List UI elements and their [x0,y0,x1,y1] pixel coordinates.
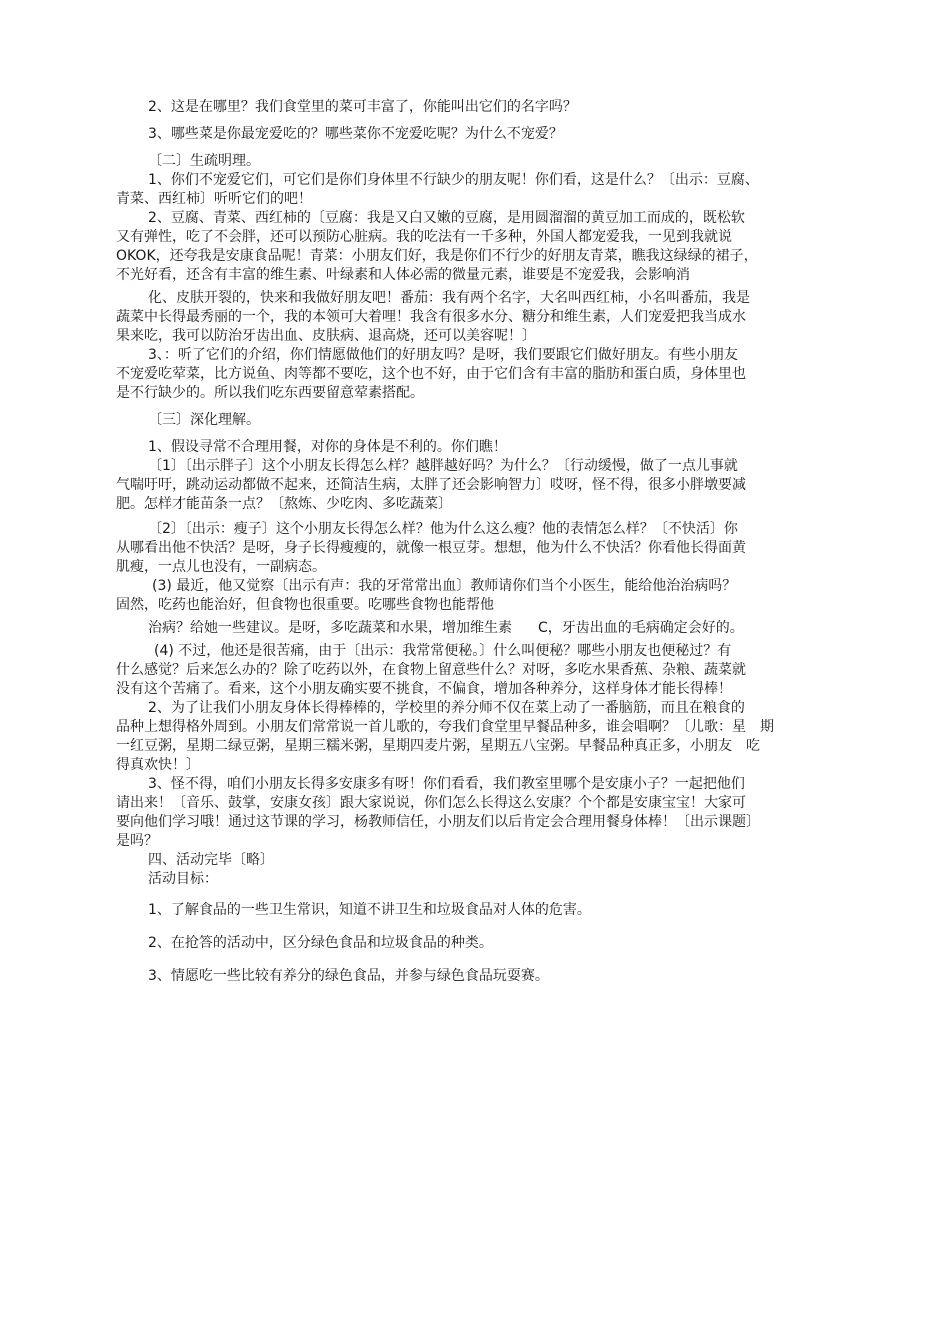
text-line: 3、：听了它们的介绍，你们情愿做他们的好朋友吗？是呀，我们要跟它们做好朋友。有些小朋友 [148,347,738,363]
text-line: 固然，吃药也能治好，但食物也很重要。吃哪些食物也能帮他 [116,597,494,613]
text-line: (4) 不过，他还是很苦痛，由于〔出示：我常常便秘。〕什么叫便秘？哪些小朋友也便秘过？有 [154,643,732,659]
text-line: 品种上想得格外周到。小朋友们常常说一首儿歌的，夸我们食堂里早餐品种多，谁会唱啊？〔儿歌：星 期 [116,719,774,735]
text-line: 3、情愿吃一些比较有养分的绿色食品，并参与绿色食品玩耍赛。 [148,968,549,984]
text-line: 不光好看，还含有丰富的维生素、叶绿素和人体必需的微量元素，谁要是不宠爱我，会影响消 [116,267,690,283]
text-line: 青菜、西红柿〕听听它们的吧！ [116,191,312,207]
text-line [116,619,832,638]
text-line: 又有弹性，吃了不会胖，还可以预防心脏病。我的吃法有一千多种，外国人都宠爱我，一见到我就说 [116,229,732,245]
text-line: 请出来！〔音乐、鼓掌，安康女孩〕跟大家说说，你们怎么长得这么安康？个个都是安康宝宝！大家可 [116,795,746,811]
text-line: 肥。怎样才能苗条一点？〔熬炼、少吃肉、多吃蔬菜〕 [116,496,452,512]
text-line: 化、皮肤开裂的，快来和我做好朋友吧！番茄：我有两个名字，大名叫西红柿，小名叫番茄，我是 [148,290,750,306]
text-line: 得真欢快！〕 [116,757,200,773]
text-line: 一红豆粥，星期二绿豆粥，星期三糯米粥，星期四麦片粥，星期五八宝粥。早餐品种真正多，小朋友 吃 [116,738,760,754]
text-line: 1、了解食品的一些卫生常识，知道不讲卫生和垃圾食品对人体的危害。 [148,902,591,918]
text-line: 没有这个苦痛了。看来，这个小朋友确实要不挑食，不偏食，增加各种养分，这样身体才能长得棒！ [116,681,732,697]
text-span: C，牙齿出血的毛病确定会好的。 [538,620,744,636]
text-line: 从哪看出他不快活？是呀，身子长得瘦瘦的，就像一根豆芽。想想，他为什么不快活？你看他长得面黄 [116,540,746,556]
text-line: 2、这是在哪里？我们食堂里的菜可丰富了，你能叫出它们的名字吗？ [148,99,577,115]
text-line: 什么感觉？后来怎么办的？除了吃药以外，在食物上留意些什么？对呀，多吃水果香蕉、杂粮、蔬菜就 [116,662,746,678]
text-line: 是吗？ [116,833,158,849]
text-line: 〔三〕深化理解。 [148,412,260,428]
text-line: 果来吃，我可以防治牙齿出血、皮肤病、退高烧，还可以美容呢！〕 [116,328,536,344]
text-line: 气喘吁吁，跳动运动都做不起来，还简洁生病，太胖了还会影响智力〕哎呀，怪不得，很多小胖墩要减 [116,477,746,493]
text-line: 2、在抢答的活动中，区分绿色食品和垃圾食品的种类。 [148,935,493,951]
text-span: 治病？给她一些建议。是呀，多吃蔬菜和水果，增加维生素 [148,620,512,636]
document-body [116,98,832,986]
text-line: (3) 最近，他又觉察〔出示有声：我的牙常常出血〕教师请你们当个小医生，能给他治治病吗？ [152,578,737,594]
text-line: 2、为了让我们小朋友身体长得棒棒的，学校里的养分师不仅在菜上动了一番脑筋，而且在粮食的 [148,700,745,716]
text-line: OKOK，还夸我是安康食品呢！青菜：小朋友们好，我是你们不行少的好朋友青菜，瞧我这绿绿的裙子， [116,248,758,264]
text-line: 四、活动完毕〔略〕 [148,852,274,868]
text-line: 活动目标： [148,871,218,887]
text-line: 1、假设寻常不合理用餐，对你的身体是不利的。你们瞧！ [148,439,507,455]
text-line: 不宠爱吃荤菜，比方说鱼、肉等都不要吃，这个也不好，由于它们含有丰富的脂肪和蛋白质，身体里也 [116,366,746,382]
text-line: 是不行缺少的。所以我们吃东西要留意荤素搭配。 [116,385,424,401]
text-line: 〔1〕〔出示胖子〕这个小朋友长得怎么样？越胖越好吗？为什么？〔行动缓慢，做了一点儿事就 [148,458,738,474]
text-line: 蔬菜中长得最秀丽的一个，我的本领可大着哩！我含有很多水分、糖分和维生素，人们宠爱把我当成水 [116,309,746,325]
text-line: 3、哪些菜是你最宠爱吃的？哪些菜你不宠爱吃呢？为什么不宠爱？ [148,126,563,142]
text-line: 要向他们学习哦！通过这节课的学习，杨教师信任，小朋友们以后肯定会合理用餐身体棒！〔出示课题〕 [116,814,760,830]
text-line: 1、你们不宠爱它们，可它们是你们身体里不行缺少的朋友呢！你们看，这是什么？〔出示：豆腐、 [148,172,759,188]
text-line: 3、怪不得，咱们小朋友长得多安康多有呀！你们看看，我们教室里哪个是安康小子？一起把他们 [148,776,745,792]
text-line: 〔二〕生疏明理。 [148,153,260,169]
text-line: 肌瘦，一点儿也没有，一副病态。 [116,559,326,575]
text-line: 2、豆腐、青菜、西红柿的〔豆腐：我是又白又嫩的豆腐，是用圆溜溜的黄豆加工而成的，既松软 [148,210,745,226]
text-line: 〔2〕〔出示：瘦子〕这个小朋友长得怎么样？他为什么这么瘦？他的表情怎么样？〔不快活〕你 [148,521,738,537]
